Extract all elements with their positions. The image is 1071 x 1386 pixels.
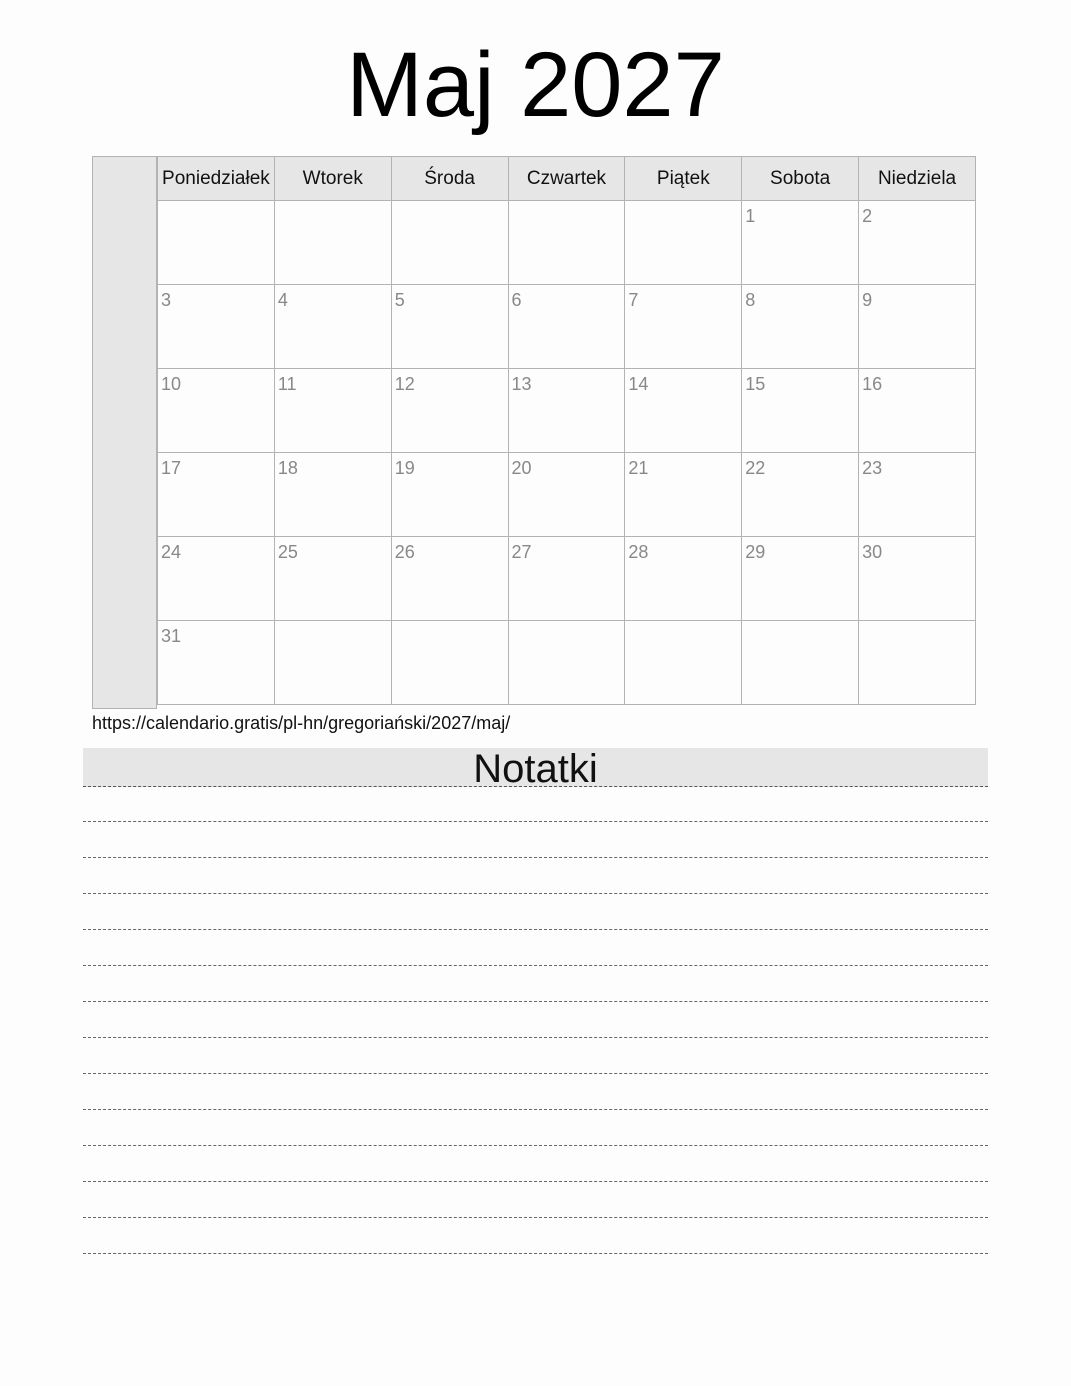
day-cell: 13 [508,369,625,453]
day-cell [391,621,508,705]
day-cell: 14 [625,369,742,453]
note-line [83,1218,988,1254]
day-cell: 26 [391,537,508,621]
note-line [83,1002,988,1038]
day-cell: 20 [508,453,625,537]
weekday-header: Piątek [625,157,742,201]
note-line [83,822,988,858]
day-cell: 23 [859,453,976,537]
day-cell: 1 [742,201,859,285]
day-cell: 12 [391,369,508,453]
notes-heading: Notatki [83,748,988,787]
week-row [158,537,976,621]
note-line [83,894,988,930]
day-cell [391,201,508,285]
week-row [158,285,976,369]
month-calendar [92,156,976,709]
day-cell: 5 [391,285,508,369]
day-cell: 28 [625,537,742,621]
note-line [83,1182,988,1218]
day-cell: 8 [742,285,859,369]
week-number-column [92,156,157,709]
day-cell [625,201,742,285]
day-cell: 11 [274,369,391,453]
day-cell: 27 [508,537,625,621]
day-cell: 25 [274,537,391,621]
week-row [158,369,976,453]
source-url: https://calendario.gratis/pl-hn/gregoriański/2027/maj/ [92,713,511,733]
day-cell: 21 [625,453,742,537]
note-line [83,858,988,894]
weekday-header: Środa [391,157,508,201]
week-row [158,453,976,537]
day-cell: 15 [742,369,859,453]
note-line [83,1146,988,1182]
day-cell: 2 [859,201,976,285]
day-cell: 10 [158,369,275,453]
day-cell: 18 [274,453,391,537]
note-line [83,1110,988,1146]
weekday-header: Wtorek [274,157,391,201]
day-cell: 19 [391,453,508,537]
note-line [83,786,988,822]
weekday-header: Sobota [742,157,859,201]
weekday-header: Niedziela [859,157,976,201]
day-cell: 9 [859,285,976,369]
day-cell: 22 [742,453,859,537]
day-cell: 29 [742,537,859,621]
week-row [158,201,976,285]
day-cell: 7 [625,285,742,369]
day-cell [742,621,859,705]
notes-area [83,786,988,1254]
day-cell: 30 [859,537,976,621]
day-cell: 4 [274,285,391,369]
note-line [83,930,988,966]
day-cell: 6 [508,285,625,369]
day-cell [274,621,391,705]
day-cell [859,621,976,705]
day-cell: 17 [158,453,275,537]
note-line [83,966,988,1002]
day-cell [158,201,275,285]
page-title: Maj 2027 [346,34,725,136]
note-line [83,1038,988,1074]
day-cell [508,201,625,285]
calendar-grid [157,156,976,705]
day-cell [274,201,391,285]
day-cell: 3 [158,285,275,369]
weekday-header: Czwartek [508,157,625,201]
day-cell: 24 [158,537,275,621]
week-row [158,621,976,705]
day-cell [625,621,742,705]
weekday-header: Poniedziałek [158,157,275,201]
day-cell: 16 [859,369,976,453]
day-cell [508,621,625,705]
day-cell: 31 [158,621,275,705]
weekday-header-row [158,157,976,201]
note-line [83,1074,988,1110]
